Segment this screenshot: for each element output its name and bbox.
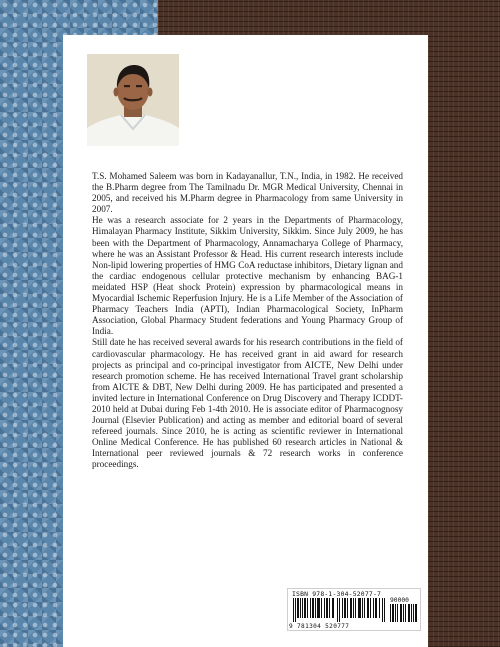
price-code: 90000 <box>390 597 409 604</box>
isbn-barcode-box <box>287 588 421 631</box>
author-photo <box>87 54 179 146</box>
bio-paragraph: Still date he has received several awards for his research contributions in the field of cardiovascular pharmacology. He has received grant in aid award for research projects as principal and co-principal investigator from AICTE, New Delhi under research promotion scheme. He has received International Travel grant scholarship from AICTE & DBT, New Delhi during 2009. He has participated and presented a invited lecture in International Conference on Drug Discovery and Therapy ICDDT-2010 held at Dubai during Feb 1-4th 2010. He is associate editor of Pharmacognosy Journal (Elsevier Publication) and acting as member and editorial board of several refereed journals. Since 2010, he is acting as scientific reviewer in International Online Medical Conference. He has published 60 research articles in National & International peer reviewed journals & 72 research works in conference proceedings. <box>92 337 403 470</box>
bio-paragraph: He was a research associate for 2 years in the Departments of Pharmacology, Himalayan Pharmacy Institute, Sikkim University, Sikkim. Since July 2009, he has been with the Department of Pharmacology, Annamacharya College of Pharmacy, where he was an Assistant Professor & Head. His current research interests include Non-lipid lowering properties of HMG CoA reductase inhibitors, Dietary lignan and the cardiac endogenous cellular protective mechanism by enhancing BAG-1 meidated HSP (Heat shock Protein) expression by pharmacological means in Myocardial Ischemic Reperfusion Injury. He is a Life Member of the Association of Pharmacy Teachers India (APTI), Indian Pharmacological Society, InPharm Association, Global Pharmacy Student federations and Young Pharmacy Group of India. <box>92 215 403 337</box>
isbn-label: ISBN 978-1-304-52077-7 <box>292 590 382 598</box>
bio-paragraph: T.S. Mohamed Saleem was born in Kadayanallur, T.N., India, in 1982. He received the B.Pharm degree from The Tamilnadu Dr. MGR Medical University, Chennai in 2005, and received his M.Pharm degree in Pharmacology from same University in 2007. <box>92 171 403 215</box>
ean-digits: 9 781304 520777 <box>289 623 350 630</box>
ean-barcode-icon <box>293 598 387 622</box>
author-portrait-icon <box>87 54 179 146</box>
back-cover-panel <box>63 35 428 647</box>
author-biography <box>92 171 403 471</box>
price-barcode-icon <box>390 604 418 622</box>
